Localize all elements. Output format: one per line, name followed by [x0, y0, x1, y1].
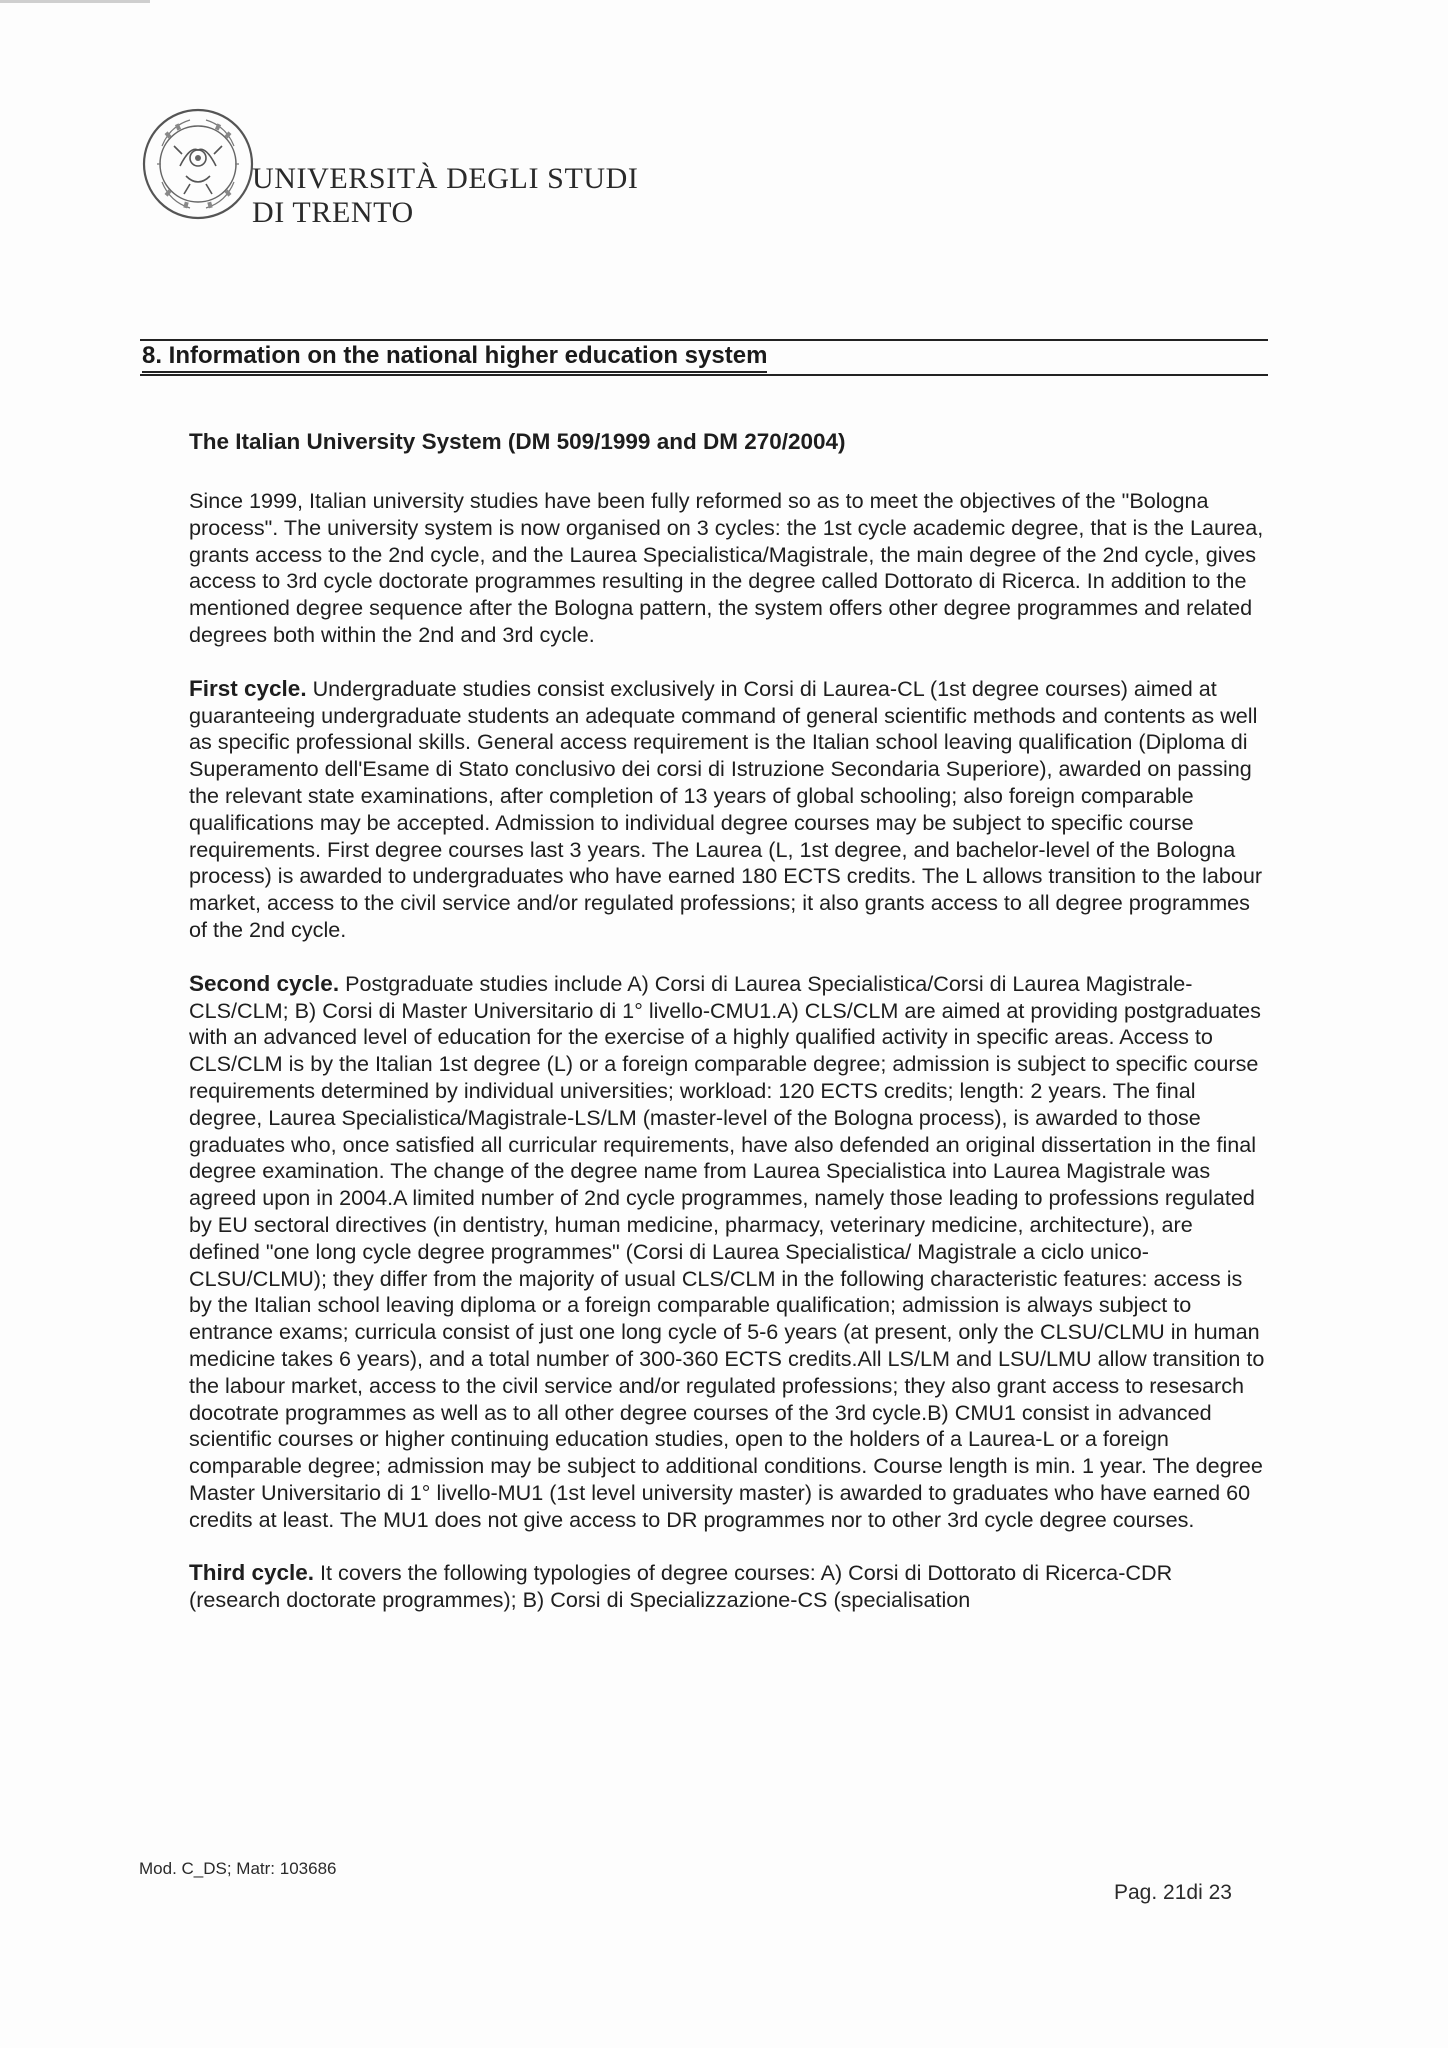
scan-edge-mark: [0, 0, 150, 3]
section-heading: 8. Information on the national higher education system: [142, 341, 767, 373]
section-rule-bottom: [140, 374, 1268, 376]
section-subtitle: The Italian University System (DM 509/1999 and DM 270/2004): [189, 429, 846, 454]
third-cycle-text: It covers the following typologies of degree courses: A) Corsi di Dottorato di Ricerca-CDR (research doctorate programmes); B) Corsi di Specializzazione-CS (specialisation: [189, 1560, 1173, 1613]
second-cycle-text: Postgraduate studies include A) Corsi di Laurea Specialistica/Corsi di Laurea Magistrale-CLS/CLM; B) Corsi di Master Universitario di 1° livello-CMU1.A) CLS/CLM are aimed at providing postgraduates with an advanced level of education for the exercise of a highly qualified activity in specific areas. Access to CLS/CLM is by the Italian 1st degree (L) or a foreign comparable degree; admission is subject to specific course requirements determined by individual universities; workload: 120 ECTS credits; length: 2 years. The final degree, Laurea Specialistica/Magistrale-LS/LM (master-level of the Bologna process), is awarded to those graduates who, once satisfied all curricular requirements, have also defended an original dissertation in the final degree examination. The change of the degree name from Laurea Specialistica into Laurea Magistrale was agreed upon in 2004.A limited number of 2nd cycle programmes, namely those leading to professions regulated by EU sectoral directives (in dentistry, human medicine, pharmacy, veterinary medicine, architecture), are defined "one long cycle degree programmes" (Corsi di Laurea Specialistica/ Magistrale a ciclo unico-CLSU/CLMU); they differ from the majority of usual CLS/CLM in the following characteristic features: access is by the Italian school leaving diploma or a foreign comparable qualification; admission is always subject to entrance exams; curricula consist of just one long cycle of 5-6 years (at present, only the CLSU/CLMU in human medicine takes 6 years), and a total number of 300-360 ECTS credits.All LS/LM and LSU/LMU allow transition to the labour market, access to the civil service and/or regulated professions; they also grant access to resesarch docotrate programmes as well as to all other degree courses of the 3rd cycle.B) CMU1 consist in advanced scientific courses or higher continuing education studies, open to the holders of a Laurea-L or a foreign comparable degree; admission may be subject to additional conditions. Course length is min. 1 year. The degree Master Universitario di 1° livello-MU1 (1st level university master) is awarded to graduates who have earned 60 credits at least. The MU1 does not give access to DR programmes nor to other 3rd cycle degree courses.: [189, 970, 1265, 1532]
university-name-line1: UNIVERSITÀ DEGLI STUDI: [252, 162, 639, 195]
university-name: [252, 162, 639, 230]
third-cycle-paragraph: [189, 1560, 1269, 1614]
footer-page-number: Pag. 21di 23: [1114, 1881, 1232, 1904]
body-content: [189, 428, 1269, 1614]
second-cycle-lead: Second cycle.: [189, 970, 340, 996]
intro-paragraph: Since 1999, Italian university studies have been fully reformed so as to meet the objectives of the "Bologna process". The university system is now organised on 3 cycles: the 1st cycle academic degree, that is the Laurea, grants access to the 2nd cycle, and the Laurea Specialistica/Magistrale, the main degree of the 2nd cycle, gives access to 3rd cycle doctorate programmes resulting in the degree called Dottorato di Ricerca. In addition to the mentioned degree sequence after the Bologna pattern, the system offers other degree programmes and related degrees both within the 2nd and 3rd cycle.: [189, 488, 1264, 647]
footer-module-id: Mod. C_DS; Matr: 103686: [139, 1859, 337, 1878]
university-seal-logo: [140, 106, 256, 222]
first-cycle-paragraph: [189, 676, 1269, 944]
third-cycle-lead: Third cycle.: [189, 1560, 315, 1586]
first-cycle-lead: First cycle.: [189, 675, 307, 701]
second-cycle-paragraph: [189, 971, 1269, 1534]
first-cycle-text: Undergraduate studies consist exclusively in Corsi di Laurea-CL (1st degree courses) aimed at guaranteeing undergraduate students an adequate command of general scientific methods and contents as well as specific professional skills. General access requirement is the Italian school leaving qualification (Diploma di Superamento dell'Esame di Stato conclusivo dei corsi di Istruzione Secondaria Superiore), awarded on passing the relevant state examinations, after completion of 13 years of global schooling; also foreign comparable qualifications may be accepted. Admission to individual degree courses may be subject to specific course requirements. First degree courses last 3 years. The Laurea (L, 1st degree, and bachelor-level of the Bologna process) is awarded to undergraduates who have earned 180 ECTS credits. The L allows transition to the labour market, access to the civil service and/or regulated professions; it also grants access to all degree programmes of the 2nd cycle.: [189, 675, 1263, 942]
university-name-line2: DI TRENTO: [252, 196, 414, 229]
